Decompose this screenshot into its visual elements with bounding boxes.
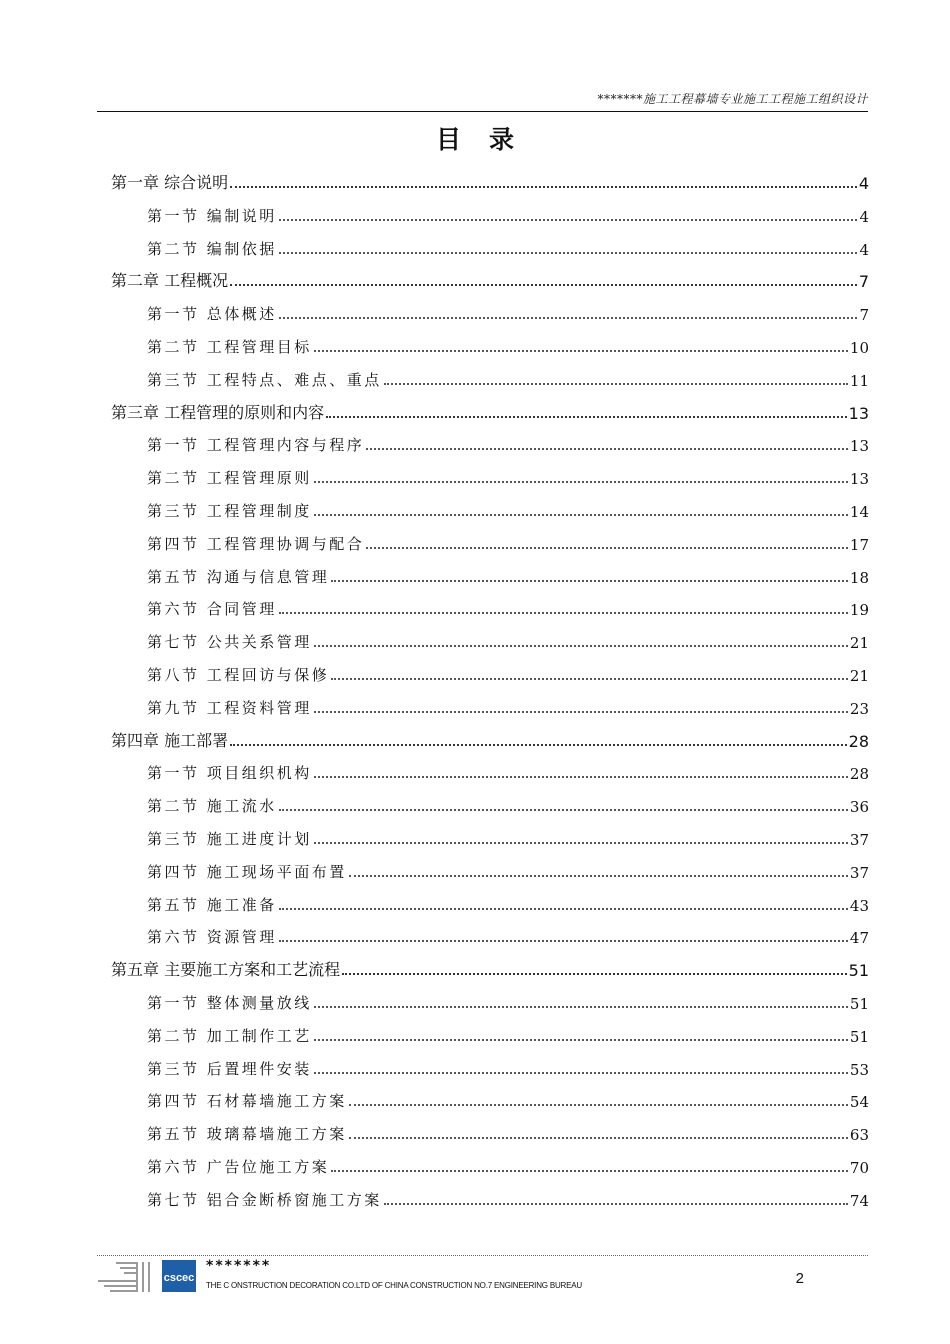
toc-dot-leader: [230, 186, 857, 188]
toc-section-row[interactable]: [147, 819, 869, 849]
toc-dot-leader: [314, 776, 848, 778]
toc-entry-label: 第六节 合同管理: [147, 600, 277, 619]
footer-company-name: *******: [206, 1258, 272, 1274]
toc-page-number: 37: [849, 831, 869, 849]
toc-entry-label: 第二节 编制依据: [147, 239, 277, 258]
toc-section-row[interactable]: [147, 786, 869, 816]
toc-title: 目录: [435, 125, 542, 154]
toc-dot-leader: [314, 1039, 848, 1041]
toc-page-number: 51: [849, 995, 869, 1013]
toc-page-number: 21: [849, 634, 869, 653]
toc-section-row[interactable]: [147, 1180, 869, 1210]
toc-entry-label: 第七节 铝合金断桥窗施工方案: [147, 1190, 382, 1209]
header-rule: [97, 111, 868, 112]
toc-entry-label: 第四节 工程管理协调与配合: [147, 534, 365, 553]
toc-dot-leader: [331, 580, 848, 582]
toc-section-row[interactable]: [147, 1147, 869, 1177]
toc-dot-leader: [342, 973, 847, 975]
toc-page-number: 21: [849, 667, 869, 685]
logo-text: cscec: [163, 1272, 195, 1284]
toc-page-number: 70: [849, 1159, 869, 1177]
toc-section-row[interactable]: [147, 622, 869, 652]
toc-page-number: 37: [849, 863, 869, 882]
toc-dot-leader: [230, 284, 857, 286]
toc-page-number: 19: [849, 601, 869, 620]
toc-dot-leader: [366, 547, 848, 549]
toc-page-number: 23: [849, 699, 869, 718]
toc-section-row[interactable]: [147, 983, 869, 1013]
toc-entry-label: 第二节 加工制作工艺: [147, 1026, 312, 1045]
toc-chapter-row[interactable]: [111, 721, 869, 751]
toc-dot-leader: [314, 711, 848, 713]
toc-section-row[interactable]: [147, 360, 869, 390]
toc-entry-label: 第三节 施工进度计划: [147, 830, 312, 848]
toc-chapter-row[interactable]: [111, 393, 869, 423]
toc-section-row[interactable]: [147, 1049, 869, 1079]
toc-dot-leader: [384, 1203, 848, 1205]
toc-page-number: 63: [849, 1126, 869, 1145]
toc-entry-label: 第四节 石材幕墙施工方案: [147, 1092, 347, 1111]
toc-dot-leader: [349, 1137, 848, 1139]
toc-section-row[interactable]: [147, 753, 869, 783]
toc-entry-label: 第二节 工程管理原则: [147, 469, 312, 488]
toc-entry-label: 第一章 综合说明: [111, 173, 229, 192]
toc-dot-leader: [279, 908, 848, 910]
toc-entry-label: 第五节 施工准备: [147, 895, 277, 914]
company-logo-icon: [98, 1258, 198, 1294]
toc-page-number: 13: [848, 403, 869, 423]
toc-section-row[interactable]: [147, 196, 869, 226]
toc-entry-label: 第一节 整体测量放线: [147, 994, 312, 1012]
toc-entry-label: 第七节 公共关系管理: [147, 633, 312, 652]
toc-dot-leader: [279, 940, 848, 942]
toc-section-row[interactable]: [147, 524, 869, 554]
toc-dot-leader: [314, 842, 848, 844]
toc-chapter-row[interactable]: [111, 261, 869, 291]
toc-dot-leader: [230, 744, 847, 746]
toc-dot-leader: [314, 481, 848, 483]
toc-page-number: 51: [849, 1027, 869, 1046]
toc-section-row[interactable]: [147, 1081, 869, 1111]
toc-dot-leader: [314, 645, 848, 647]
toc-entry-label: 第一节 总体概述: [147, 305, 277, 324]
toc-page-number: 74: [849, 1191, 869, 1210]
toc-page-number: 4: [859, 207, 869, 226]
toc-page-number: 4: [858, 174, 869, 193]
header-title: *******施工工程幕墙专业施工工程施工组织设计: [597, 92, 868, 106]
toc-dot-leader: [279, 219, 858, 221]
toc-page-number: 10: [849, 339, 869, 357]
toc-entry-label: 第九节 工程资料管理: [147, 698, 312, 717]
toc-page-number: 53: [849, 1060, 869, 1079]
toc-dot-leader: [349, 875, 848, 877]
toc-entry-label: 第五节 玻璃幕墙施工方案: [147, 1125, 347, 1144]
toc-section-row[interactable]: [147, 458, 869, 488]
toc-page-number: 54: [849, 1093, 869, 1112]
toc-entry-label: 第一节 编制说明: [147, 206, 277, 225]
toc-page-number: 14: [849, 503, 869, 521]
toc-page-number: 11: [849, 371, 869, 390]
toc-page-number: 7: [859, 306, 869, 325]
toc-section-row[interactable]: [147, 688, 869, 718]
toc-dot-leader: [279, 809, 848, 811]
toc-entry-label: 第三节 后置埋件安装: [147, 1059, 312, 1078]
toc-section-row[interactable]: [147, 327, 869, 357]
toc-section-row[interactable]: [147, 917, 869, 947]
toc-section-row[interactable]: [147, 885, 869, 915]
toc-entry-label: 第二节 工程管理目标: [147, 338, 312, 356]
toc-dot-leader: [366, 448, 848, 450]
toc-section-row[interactable]: [147, 1016, 869, 1046]
toc-entry-label: 第二章 工程概况: [111, 271, 229, 291]
toc-dot-leader: [279, 612, 848, 614]
toc-entry-label: 第四章 施工部署: [111, 730, 229, 750]
toc-page-number: 51: [848, 961, 869, 981]
toc-page-number: 36: [849, 798, 869, 817]
page-number: 2: [795, 1270, 804, 1287]
toc-dot-leader: [279, 317, 858, 319]
toc-section-row[interactable]: [147, 425, 869, 455]
toc-page-number: 4: [859, 240, 869, 259]
toc-dot-leader: [314, 1006, 848, 1008]
toc-entry-label: 第四节 施工现场平面布置: [147, 862, 347, 881]
toc-entry-label: 第六节 资源管理: [147, 928, 277, 947]
toc-section-row[interactable]: [147, 557, 869, 587]
toc-entry-label: 第八节 工程回访与保修: [147, 666, 330, 684]
toc-page-number: 13: [849, 470, 869, 489]
toc-dot-leader: [384, 383, 848, 385]
toc-entry-label: 第六节 广告位施工方案: [147, 1158, 330, 1176]
toc-entry-label: 第三节 工程特点、难点、重点: [147, 370, 382, 389]
toc-page-number: 28: [849, 765, 869, 784]
toc-page-number: 17: [849, 535, 869, 554]
toc-page-number: 28: [848, 731, 869, 751]
toc-entry-label: 第一节 工程管理内容与程序: [147, 436, 365, 455]
toc-section-row[interactable]: [147, 655, 869, 685]
toc-dot-leader: [331, 1170, 848, 1172]
toc-page-number: 43: [849, 896, 869, 915]
toc-page-number: 7: [858, 272, 869, 292]
footer-rule: [97, 1255, 868, 1256]
toc-chapter-row[interactable]: [111, 163, 869, 193]
toc-page-number: 18: [849, 568, 869, 587]
toc-dot-leader: [314, 1072, 848, 1074]
toc-page-number: 47: [849, 929, 869, 948]
toc-dot-leader: [331, 678, 848, 680]
toc-dot-leader: [279, 252, 858, 254]
toc-entry-label: 第五章 主要施工方案和工艺流程: [111, 960, 341, 980]
toc-section-row[interactable]: [147, 229, 869, 259]
toc-dot-leader: [326, 416, 847, 418]
toc-section-row[interactable]: [147, 589, 869, 619]
toc-entry-label: 第一节 项目组织机构: [147, 764, 312, 783]
toc-section-row[interactable]: [147, 294, 869, 324]
toc-section-row[interactable]: [147, 852, 869, 882]
toc-entry-label: 第三节 工程管理制度: [147, 502, 312, 520]
toc-dot-leader: [349, 1104, 848, 1106]
toc-entry-label: 第五节 沟通与信息管理: [147, 567, 330, 586]
toc-entry-label: 第二节 施工流水: [147, 797, 277, 816]
footer-english-name: THE C ONSTRUCTION DECORATION CO.LTD OF CHINA CONSTRUCTION NO.7 ENGINEERING BUREAU: [206, 1281, 582, 1290]
toc-chapter-row[interactable]: [111, 950, 869, 980]
toc-dot-leader: [314, 514, 848, 516]
toc-section-row[interactable]: [147, 1114, 869, 1144]
toc-entry-label: 第三章 工程管理的原则和内容: [111, 402, 325, 422]
toc-dot-leader: [314, 350, 848, 352]
toc-section-row[interactable]: [147, 491, 869, 521]
toc-page-number: 13: [849, 437, 869, 456]
